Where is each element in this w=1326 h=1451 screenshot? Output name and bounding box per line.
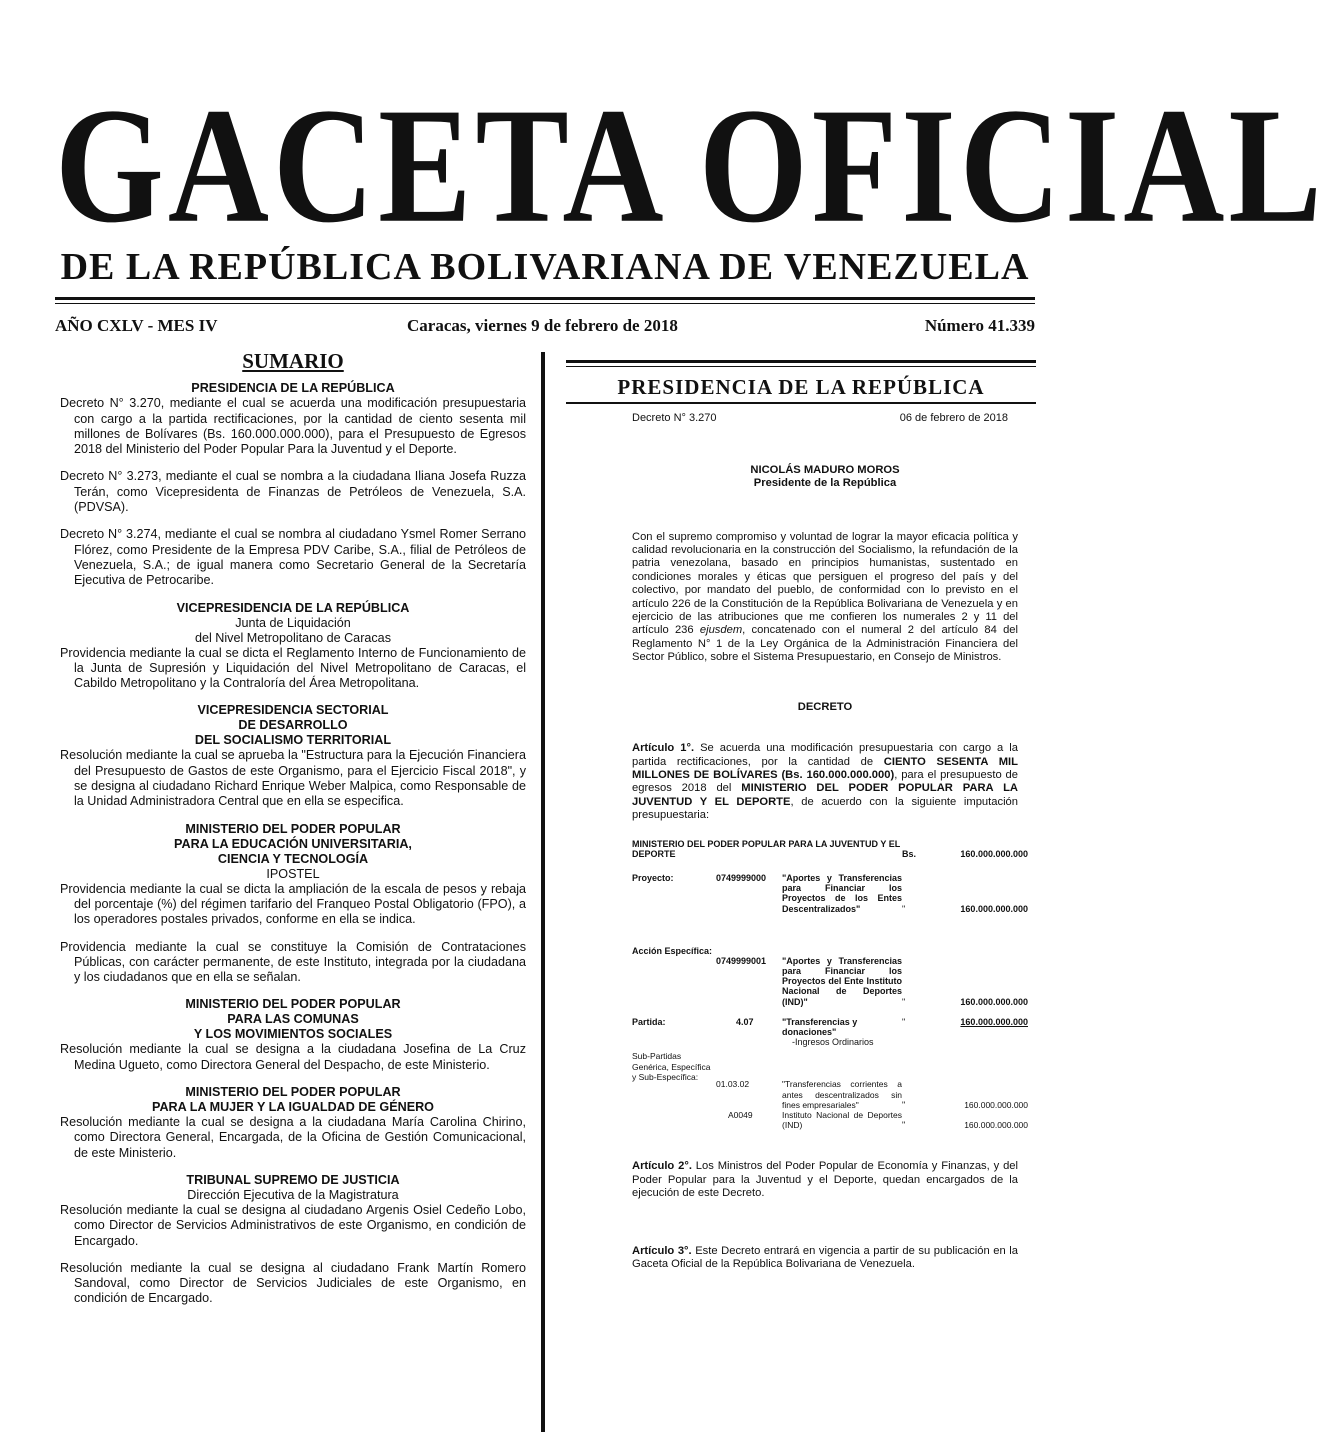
- section-heading: PARA LA EDUCACIÓN UNIVERSITARIA,: [174, 836, 412, 851]
- table-label: Partida:: [632, 1016, 666, 1027]
- table-label: Sub-Partidas Genérica, Específica y Sub-Específica:: [632, 1051, 711, 1082]
- article-1: [632, 742, 1018, 822]
- top-rule-thin: [55, 303, 1035, 304]
- column-divider: [541, 352, 545, 1432]
- preamble-italic: ejusdem: [699, 624, 743, 637]
- section-heading: TRIBUNAL SUPREMO DE JUSTICIA: [186, 1172, 400, 1187]
- table-amount: 160.000.000.000: [964, 1099, 1028, 1110]
- section-heading: VICEPRESIDENCIA DE LA REPÚBLICA: [176, 600, 410, 615]
- table-note: -Ingresos Ordinarios: [792, 1037, 874, 1048]
- article-label: Artículo 2°.: [632, 1160, 692, 1173]
- decree-section-title: PRESIDENCIA DE LA REPÚBLICA: [617, 375, 985, 399]
- section-heading: MINISTERIO DEL PODER POPULAR: [185, 997, 401, 1012]
- sumario-entry: Decreto N° 3.274, mediante el cual se nombra al ciudadano Ysmel Romer Serrano Flórez, como Presidente de la Empresa PDV Caribe, S.A., filial de Petróleos de Venezuela, S.A.; de igual manera como Secretario General de la Secretaría Ejecutiva de Petrocaribe.: [60, 527, 526, 588]
- section-rule-thin: [566, 366, 1036, 367]
- section-heading: DE DESARROLLO: [238, 718, 348, 733]
- budget-imputation-table: [632, 839, 1028, 1131]
- sumario-entry: Decreto N° 3.270, mediante el cual se acuerda una modificación presupuestaria con cargo a la partida rectificaciones, por la cantidad de ciento sesenta mil millones de Bolívares (Bs. 160.000.000.000), para el Presupuesto de Egresos 2018 del Ministerio del Poder Popular Para la Juventud y el Deporte.: [60, 396, 526, 457]
- decree-column: [566, 360, 1036, 1271]
- table-row: [632, 1047, 1028, 1110]
- section-heading: VICEPRESIDENCIA SECTORIAL: [197, 703, 389, 718]
- masthead: [55, 74, 1326, 258]
- table-bs: Bs.: [902, 848, 917, 859]
- decree-number: Decreto N° 3.270: [632, 412, 717, 425]
- table-amount: 160.000.000.000: [960, 903, 1028, 914]
- sumario-entry: Providencia mediante la cual se dicta el Reglamento Interno de Funcionamiento de la Junta de Supresión y Liquidación del Nivel Metropolitano de Caracas, el Cabildo Metropolitano y la Contraloría del Área Metropolitana.: [60, 645, 526, 691]
- table-spacer: [632, 914, 1028, 946]
- sumario-entry: Resolución mediante la cual se designa al ciudadano Argenis Osiel Cedeño Lobo, como Director de Servicios Administrativos de este Organismo, en condición de Encargado.: [60, 1202, 526, 1248]
- preamble-text-2: , concatenado con el numeral 2 del artículo 84 del Reglamento N° 1 de la Ley Orgánica de la Administración Financiera del Sector Público, sobre el Sistema Presupuestario, en Consejo de Ministros.: [632, 624, 1019, 664]
- section-heading: MINISTERIO DEL PODER POPULAR: [185, 1085, 401, 1100]
- preamble-text: Con el supremo compromiso y voluntad de lograr la mayor eficacia política y calidad revolucionaria en la construcción del Socialismo, la refundación de la patria venezolana, basado en principios humanistas, sustentado en condiciones morales y éticas que persiguen el progreso del país y del colectivo, por mandato del pueblo, de conformidad con lo previsto en el artículo 226 de la Constitución de la República Bolivariana de Venezuela y en ejercicio de las atribuciones que me confieren los numerales 2 y 11 del artículo 236: [632, 530, 1018, 637]
- article-label: Artículo 1°.: [632, 742, 695, 755]
- sumario-entry: Resolución mediante la cual se designa al ciudadano Frank Martín Romero Sandoval, como Director de Servicios Judiciales de este Organismo, en condición de Encargado.: [60, 1260, 526, 1306]
- decree-preamble: [632, 531, 1018, 665]
- table-quote: ": [902, 1016, 906, 1027]
- article-text: , de acuerdo con la siguiente imputación presupuestaria:: [632, 795, 1018, 822]
- decree-body: [632, 412, 1028, 1271]
- article-text: Este Decreto entrará en vigencia a partir de su publicación en la Gaceta Oficial de la República Bolivariana de Venezuela.: [632, 1244, 1018, 1271]
- sumario-entry: Resolución mediante la cual se designa a la ciudadana Josefina de La Cruz Medina Ugueto, como Directora General del Despacho, de este Ministerio.: [60, 1042, 526, 1072]
- article-3: [632, 1245, 1018, 1272]
- table-desc: "Transferencias corrientes a antes descentralizados sin fines empresariales": [782, 1079, 902, 1110]
- table-quote: ": [902, 903, 906, 914]
- table-row: [632, 1110, 1028, 1130]
- table-desc: "Transferencias y donaciones": [782, 1016, 858, 1037]
- masthead-subtitle: DE LA REPÚBLICA BOLIVARIANA DE VENEZUELA: [60, 246, 1030, 288]
- table-desc: "Aportes y Transferencias para Financiar los Proyectos del Ente Instituto Nacional de Deportes (IND)": [782, 955, 902, 1007]
- table-desc: Instituto Nacional de Deportes (IND): [782, 1109, 902, 1131]
- table-code: 4.07: [736, 1016, 754, 1027]
- issue-info-bar: [55, 316, 1035, 340]
- decree-date: 06 de febrero de 2018: [899, 412, 1008, 425]
- table-code: 0749999000: [716, 872, 767, 883]
- article-2: [632, 1160, 1018, 1200]
- section-heading: CIENCIA Y TECNOLOGÍA: [217, 851, 369, 866]
- table-desc-cell: [782, 1017, 902, 1048]
- section-heading: MINISTERIO DEL PODER POPULAR: [185, 821, 401, 836]
- table-code: 0749999001: [716, 955, 767, 966]
- decree-meta: [632, 412, 1018, 425]
- sumario-entry: Resolución mediante la cual se aprueba la "Estructura para la Ejecución Financiera del Presupuesto de Gastos de este Organismo, para el Ejercicio Fiscal 2018", y se designa al ciudadano Richard Enrique Weber Malpica, como Responsable de la Unidad Administradora Central que en ella se especifica.: [60, 748, 526, 809]
- table-quote: ": [902, 996, 906, 1007]
- table-row: [632, 839, 1028, 873]
- masthead-title: GACETA OFICIAL: [55, 74, 1326, 258]
- section-heading: DEL SOCIALISMO TERRITORIAL: [194, 733, 392, 748]
- sumario-column: [60, 350, 526, 1319]
- section-subheading: Junta de Liquidación: [235, 615, 351, 630]
- article-text: Los Ministros del Poder Popular de Economía y Finanzas, y del Poder Popular para la Juventud y el Deporte, quedan encargados de la ejecución de este Decreto.: [632, 1160, 1018, 1200]
- table-row: [632, 873, 1028, 914]
- section-rule: [566, 360, 1036, 363]
- section-subheading: Dirección Ejecutiva de la Magistratura: [187, 1187, 399, 1202]
- table-amount: 160.000.000.000: [964, 1120, 1028, 1131]
- table-row: [632, 946, 1028, 1007]
- table-quote: ": [902, 1099, 906, 1110]
- decreto-heading: DECRETO: [797, 700, 853, 713]
- table-code: A0049: [728, 1109, 753, 1120]
- sumario-entry: Providencia mediante la cual se constituye la Comisión de Contrataciones Públicas, con carácter permanente, de este Instituto, integrada por la ciudadana y los ciudadanos que en ella se señalan.: [60, 939, 526, 985]
- table-ministry: MINISTERIO DEL PODER POPULAR PARA LA JUVENTUD Y EL DEPORTE: [632, 838, 901, 859]
- section-heading: PARA LA MUJER Y LA IGUALDAD DE GÉNERO: [152, 1100, 434, 1115]
- issue-year-month: AÑO CXLV - MES IV: [55, 316, 218, 335]
- section-heading: PARA LAS COMUNAS: [227, 1012, 359, 1027]
- section-rule-under: [566, 402, 1036, 404]
- section-heading: PRESIDENCIA DE LA REPÚBLICA: [191, 381, 395, 396]
- issue-number: Número 41.339: [924, 316, 1035, 335]
- table-amount: 160.000.000.000: [960, 996, 1028, 1007]
- sumario-heading: SUMARIO: [242, 349, 344, 373]
- section-heading: Y LOS MOVIMIENTOS SOCIALES: [193, 1027, 393, 1042]
- table-desc: "Aportes y Transferencias para Financiar los Proyectos de los Entes Descentralizados": [782, 872, 902, 914]
- table-label: Proyecto:: [632, 872, 674, 883]
- article-text: , para el presupuesto de egresos 2018 del: [632, 768, 1018, 795]
- article-label: Artículo 3°.: [632, 1244, 692, 1257]
- table-row: [632, 1017, 1028, 1048]
- table-label: Acción Específica:: [632, 945, 713, 956]
- top-rule: [55, 297, 1035, 300]
- issue-place-date: Caracas, viernes 9 de febrero de 2018: [407, 316, 678, 335]
- president-name: NICOLÁS MADURO MOROS: [750, 463, 900, 476]
- section-subheading: del Nivel Metropolitano de Caracas: [194, 630, 391, 645]
- section-subheading: IPOSTEL: [266, 866, 320, 881]
- table-code: 01.03.02: [716, 1079, 750, 1090]
- article-text: Se acuerda una modificación presupuestaria con cargo a la partida rectificaciones, por la cantidad de: [632, 742, 1018, 768]
- sumario-entry: Decreto N° 3.273, mediante el cual se nombra a la ciudadana Iliana Josefa Ruzza Terán, como Vicepresidenta de Finanzas de Petróleos de Venezuela, S.A. (PDVSA).: [60, 469, 526, 515]
- article-ministry: MINISTERIO DEL PODER POPULAR PARA LA JUVENTUD Y EL DEPORTE: [632, 782, 1018, 808]
- sumario-entry: Resolución mediante la cual se designa a la ciudadana María Carolina Chirino, como Directora General, Encargada, de la Oficina de Gestión Comunicacional, de este Ministerio.: [60, 1115, 526, 1160]
- article-amount: CIENTO SESENTA MIL MILLONES DE BOLÍVARES (Bs. 160.000.000.000): [632, 755, 1018, 781]
- table-spacer: [632, 1007, 1028, 1017]
- president-title: Presidente de la República: [753, 477, 897, 490]
- sumario-entry: Providencia mediante la cual se dicta la ampliación de la escala de pesos y rebaja del porcentaje (%) del régimen tarifario del Franqueo Postal Obligatorio (FPO), a los operadores postales privados, conforme en ella se indica.: [60, 881, 526, 927]
- table-total: 160.000.000.000: [960, 848, 1028, 859]
- table-amount: 160.000.000.000: [960, 1016, 1028, 1027]
- table-quote: ": [902, 1120, 906, 1131]
